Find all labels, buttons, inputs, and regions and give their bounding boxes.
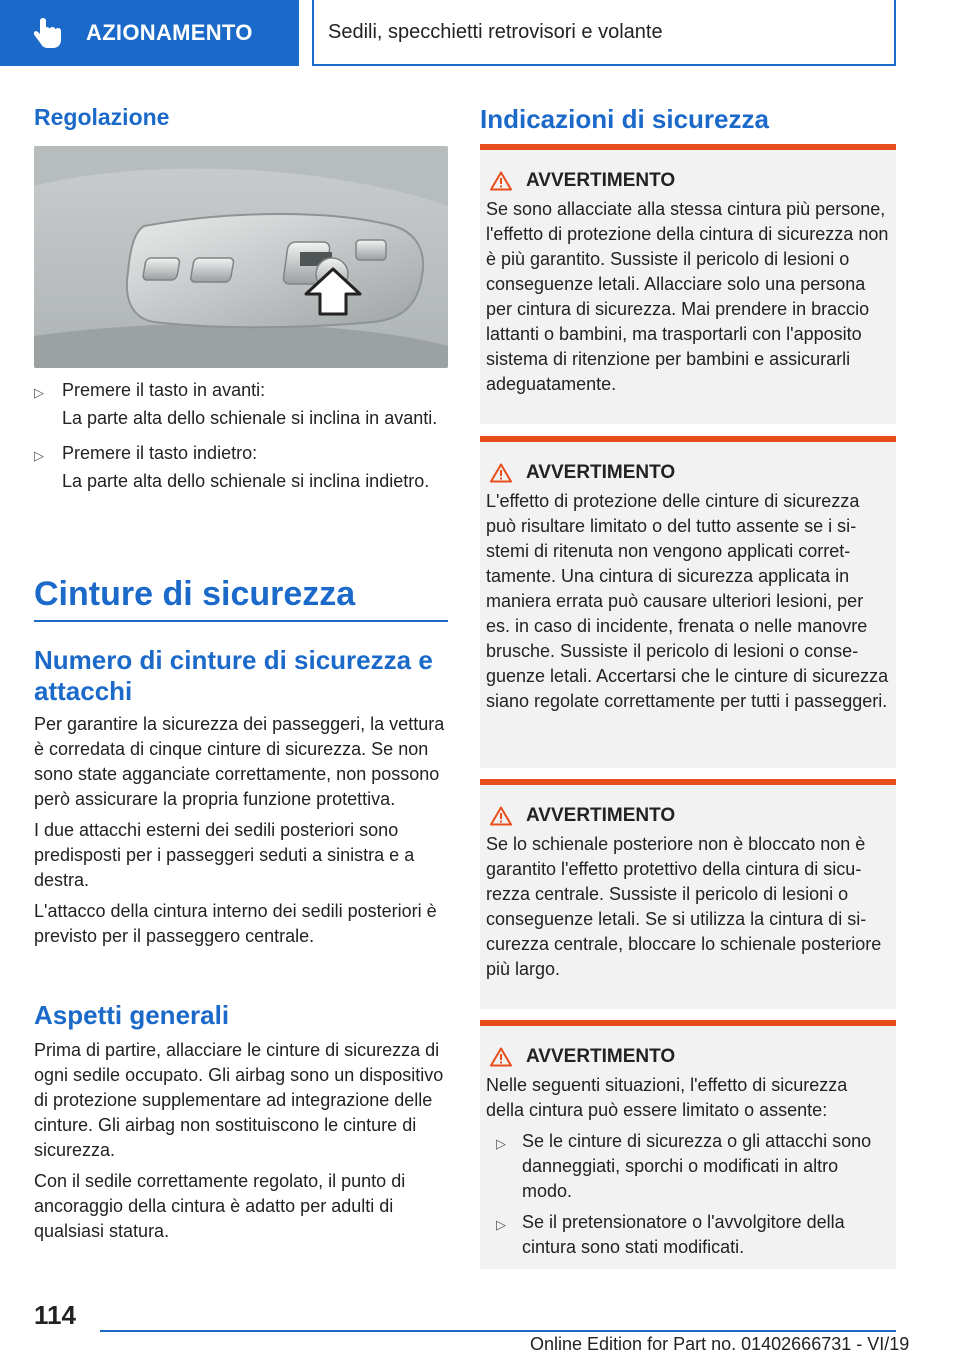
triangle-bullet-icon: ▷ xyxy=(34,385,44,400)
edition-text: Online Edition for Part no. 01402666731 - VI/19 xyxy=(530,1334,910,1354)
warning-text: Nelle seguenti situazioni, l'effetto di sicurezza della cintura può essere limitato o assente: xyxy=(486,1075,848,1120)
warning-triangle-icon xyxy=(490,806,512,826)
cinture-heading: Cinture di sicurezza xyxy=(34,575,356,613)
warning-box xyxy=(480,144,896,424)
warning-title: AVVERTIMENTO xyxy=(526,170,676,191)
regolazione-heading: Regolazione xyxy=(34,104,170,130)
triangle-bullet-icon: ▷ xyxy=(496,1217,506,1232)
list-item-desc: La parte alta dello schienale si inclina indietro. xyxy=(62,471,430,491)
list-item xyxy=(486,1129,890,1204)
list-item-desc: La parte alta dello schienale si inclina in avanti. xyxy=(62,408,438,428)
chapter-tab[interactable] xyxy=(312,0,896,66)
warning-triangle-icon xyxy=(490,1047,512,1067)
list-item xyxy=(34,378,448,431)
warning-text: L'effetto di protezione delle cinture di sicurezza può risultare limitato o del tutto assente se i sistemi di ritenuta non vengono applicati correttamente. Una cintura di sicurezza applicata in maniera errata può causare ulteriori lesioni, per es. in caso di incidente, frenata o nelle manovre brusche. Sussiste il pericolo di lesioni o conseguenze letali. Accertarsi che le cinture di sicurezza siano regolate correttamente per tutti i passeggeri. xyxy=(486,491,889,711)
warning-title: AVVERTIMENTO xyxy=(526,462,676,483)
paragraph: L'attacco della cintura interno dei sedili posteriori è previsto per il passeggero centrale. xyxy=(34,901,437,946)
paragraph: Per garantire la sicurezza dei passeggeri, la vettura è corredata di cinque cinture di sicurezza. Se non sono state agganciate correttamente, non possono però assicurare la propria funzione protettiva. xyxy=(34,714,445,809)
page-number: 114 xyxy=(34,1300,76,1330)
seat-switch-photo xyxy=(34,146,448,368)
list-item-text: Se il pretensionatore o l'avvolgitore della cintura sono stati modificati. xyxy=(522,1212,845,1257)
warning-text: Se lo schienale posteriore non è bloccato non è garantito l'effetto protettivo della cintura di sicurezza centrale. Sussiste il pericolo di lesioni o conseguenze letali. Se si utilizza la cintura di sicurezza centrale, bloccare lo schienale posteriore più largo. xyxy=(486,834,882,979)
aspetti-heading: Aspetti generali xyxy=(34,1000,230,1030)
paragraph: Con il sedile correttamente regolato, il punto di ancoraggio della cintura è adatto per adulti di qualsiasi statura. xyxy=(34,1171,406,1241)
indicazioni-heading: Indicazioni di sicurezza xyxy=(480,104,769,134)
warning-box xyxy=(480,779,896,1009)
section-tab[interactable] xyxy=(0,0,299,66)
warning-triangle-icon xyxy=(490,463,512,483)
heading-rule xyxy=(34,620,448,622)
hand-pointer-icon xyxy=(26,11,70,55)
list-item xyxy=(34,441,448,494)
triangle-bullet-icon: ▷ xyxy=(496,1136,506,1151)
warning-title: AVVERTIMENTO xyxy=(526,805,676,826)
list-item-text: Se le cinture di sicurezza o gli attacchi sono danneggiati, sporchi o modificati in altro modo. xyxy=(522,1131,872,1201)
chapter-label: Sedili, specchietti retrovisori e volante xyxy=(328,20,663,43)
aspetti-body xyxy=(34,1038,448,1244)
numero-body xyxy=(34,712,448,949)
list-item xyxy=(486,1210,890,1260)
footer-rule xyxy=(100,1330,896,1332)
paragraph: I due attacchi esterni dei sedili posteriori sono predisposti per i passeggeri seduti a sinistra e a destra. xyxy=(34,820,415,890)
warning-triangle-icon xyxy=(490,171,512,191)
numero-heading: Numero di cinture di sicurezza e attacchi xyxy=(34,645,433,706)
triangle-bullet-icon: ▷ xyxy=(34,448,44,463)
warning-box xyxy=(480,436,896,768)
adjust-instructions xyxy=(34,378,448,494)
list-item-label: Premere il tasto in avanti: xyxy=(62,380,266,400)
warning-title: AVVERTIMENTO xyxy=(526,1046,676,1067)
section-label: AZIONAMENTO xyxy=(86,20,253,45)
warning-text: Se sono allacciate alla stessa cintura più persone, l'effetto di protezione della cintura di sicurezza non è più garantito. Sussiste il pericolo di lesioni o conseguenze letali. Allacciare solo una persona per cintura di sicurezza. Mai prendere in braccio lattanti o bambini, ma trasportarli con l'apposito sistema di ritenzione per bambini e assicurarli adeguatamente. xyxy=(486,199,889,394)
paragraph: Prima di partire, allacciare le cinture di sicurezza di ogni sedile occupato. Gli airbag sono un dispositivo di protezione supplementare ad integrazione delle cinture. Gli airbag non sostituiscono le cinture di sicurezza. xyxy=(34,1040,444,1160)
warning-box xyxy=(480,1020,896,1269)
list-item-label: Premere il tasto indietro: xyxy=(62,443,258,463)
